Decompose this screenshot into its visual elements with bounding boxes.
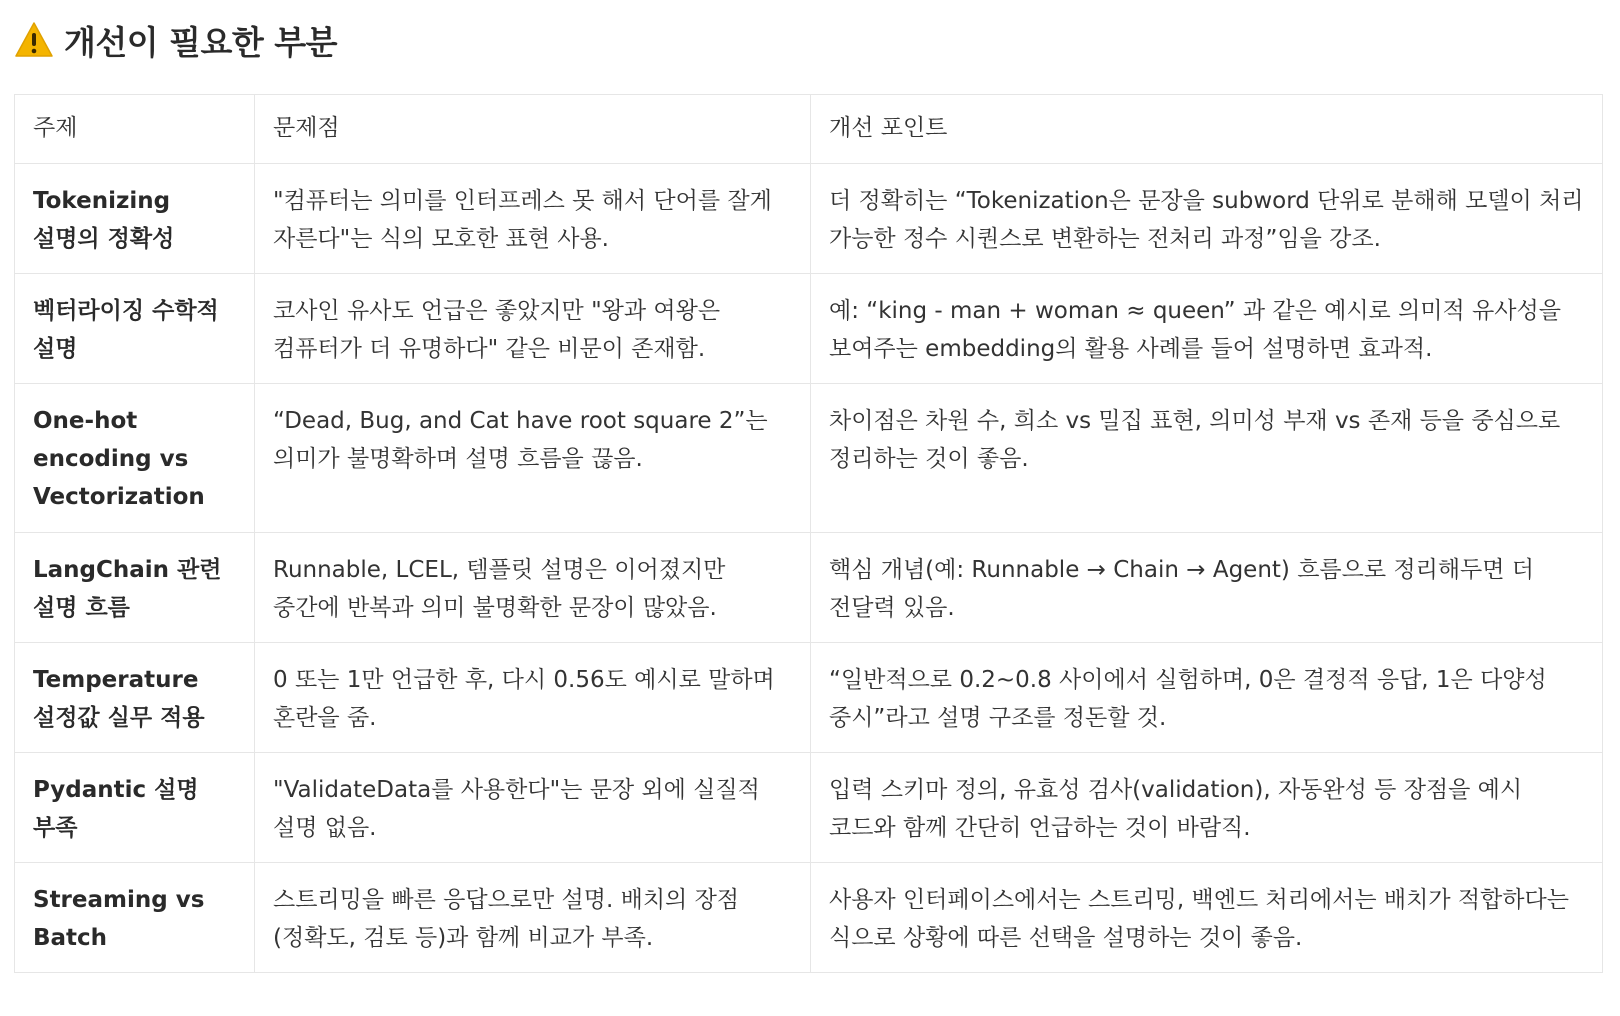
table-row <box>15 533 1603 643</box>
cell-topic: Temperature 설정값 실무 적용 <box>15 643 255 753</box>
cell-problem: 코사인 유사도 언급은 좋았지만 "왕과 여왕은 컴퓨터가 더 유명하다" 같은 비문이 존재함. <box>255 274 811 384</box>
table-row <box>15 753 1603 863</box>
section-heading <box>14 16 337 64</box>
cell-improvement: 핵심 개념(예: Runnable → Chain → Agent) 흐름으로 정리해두면 더 전달력 있음. <box>811 533 1603 643</box>
improvement-table <box>14 94 1603 973</box>
cell-problem: “Dead, Bug, and Cat have root square 2”는 의미가 불명확하며 설명 흐름을 끊음. <box>255 384 811 533</box>
section-title: 개선이 필요한 부분 <box>64 22 338 62</box>
cell-problem: 스트리밍을 빠른 응답으로만 설명. 배치의 장점(정확도, 검토 등)과 함께 비교가 부족. <box>255 863 811 973</box>
cell-topic: Pydantic 설명 부족 <box>15 753 255 863</box>
table-row <box>15 643 1603 753</box>
warning-icon <box>14 20 54 60</box>
cell-improvement: 예: “king - man + woman ≈ queen” 과 같은 예시로 의미적 유사성을 보여주는 embedding의 활용 사례를 들어 설명하면 효과적. <box>811 274 1603 384</box>
cell-topic: 벡터라이징 수학적 설명 <box>15 274 255 384</box>
header-improvement: 개선 포인트 <box>811 95 1603 164</box>
cell-topic: LangChain 관련 설명 흐름 <box>15 533 255 643</box>
cell-improvement: 더 정확히는 “Tokenization은 문장을 subword 단위로 분해해 모델이 처리 가능한 정수 시퀀스로 변환하는 전처리 과정”임을 강조. <box>811 164 1603 274</box>
cell-improvement: “일반적으로 0.2~0.8 사이에서 실험하며, 0은 결정적 응답, 1은 다양성 중시”라고 설명 구조를 정돈할 것. <box>811 643 1603 753</box>
cell-problem: Runnable, LCEL, 템플릿 설명은 이어졌지만 중간에 반복과 의미 불명확한 문장이 많았음. <box>255 533 811 643</box>
header-problem: 문제점 <box>255 95 811 164</box>
table-row <box>15 863 1603 973</box>
table-row <box>15 164 1603 274</box>
cell-improvement: 사용자 인터페이스에서는 스트리밍, 백엔드 처리에서는 배치가 적합하다는 식으로 상황에 따른 선택을 설명하는 것이 좋음. <box>811 863 1603 973</box>
cell-topic: Streaming vs Batch <box>15 863 255 973</box>
cell-problem: 0 또는 1만 언급한 후, 다시 0.56도 예시로 말하며 혼란을 줌. <box>255 643 811 753</box>
cell-problem: "ValidateData를 사용한다"는 문장 외에 실질적 설명 없음. <box>255 753 811 863</box>
cell-topic: One-hot encoding vs Vectorization <box>15 384 255 533</box>
cell-topic: Tokenizing 설명의 정확성 <box>15 164 255 274</box>
cell-improvement: 입력 스키마 정의, 유효성 검사(validation), 자동완성 등 장점을 예시 코드와 함께 간단히 언급하는 것이 바람직. <box>811 753 1603 863</box>
header-topic: 주제 <box>15 95 255 164</box>
cell-improvement: 차이점은 차원 수, 희소 vs 밀집 표현, 의미성 부재 vs 존재 등을 중심으로 정리하는 것이 좋음. <box>811 384 1603 533</box>
table-header-row <box>15 95 1603 164</box>
cell-problem: "컴퓨터는 의미를 인터프레스 못 해서 단어를 잘게 자른다"는 식의 모호한 표현 사용. <box>255 164 811 274</box>
table-row <box>15 274 1603 384</box>
table-row <box>15 384 1603 533</box>
